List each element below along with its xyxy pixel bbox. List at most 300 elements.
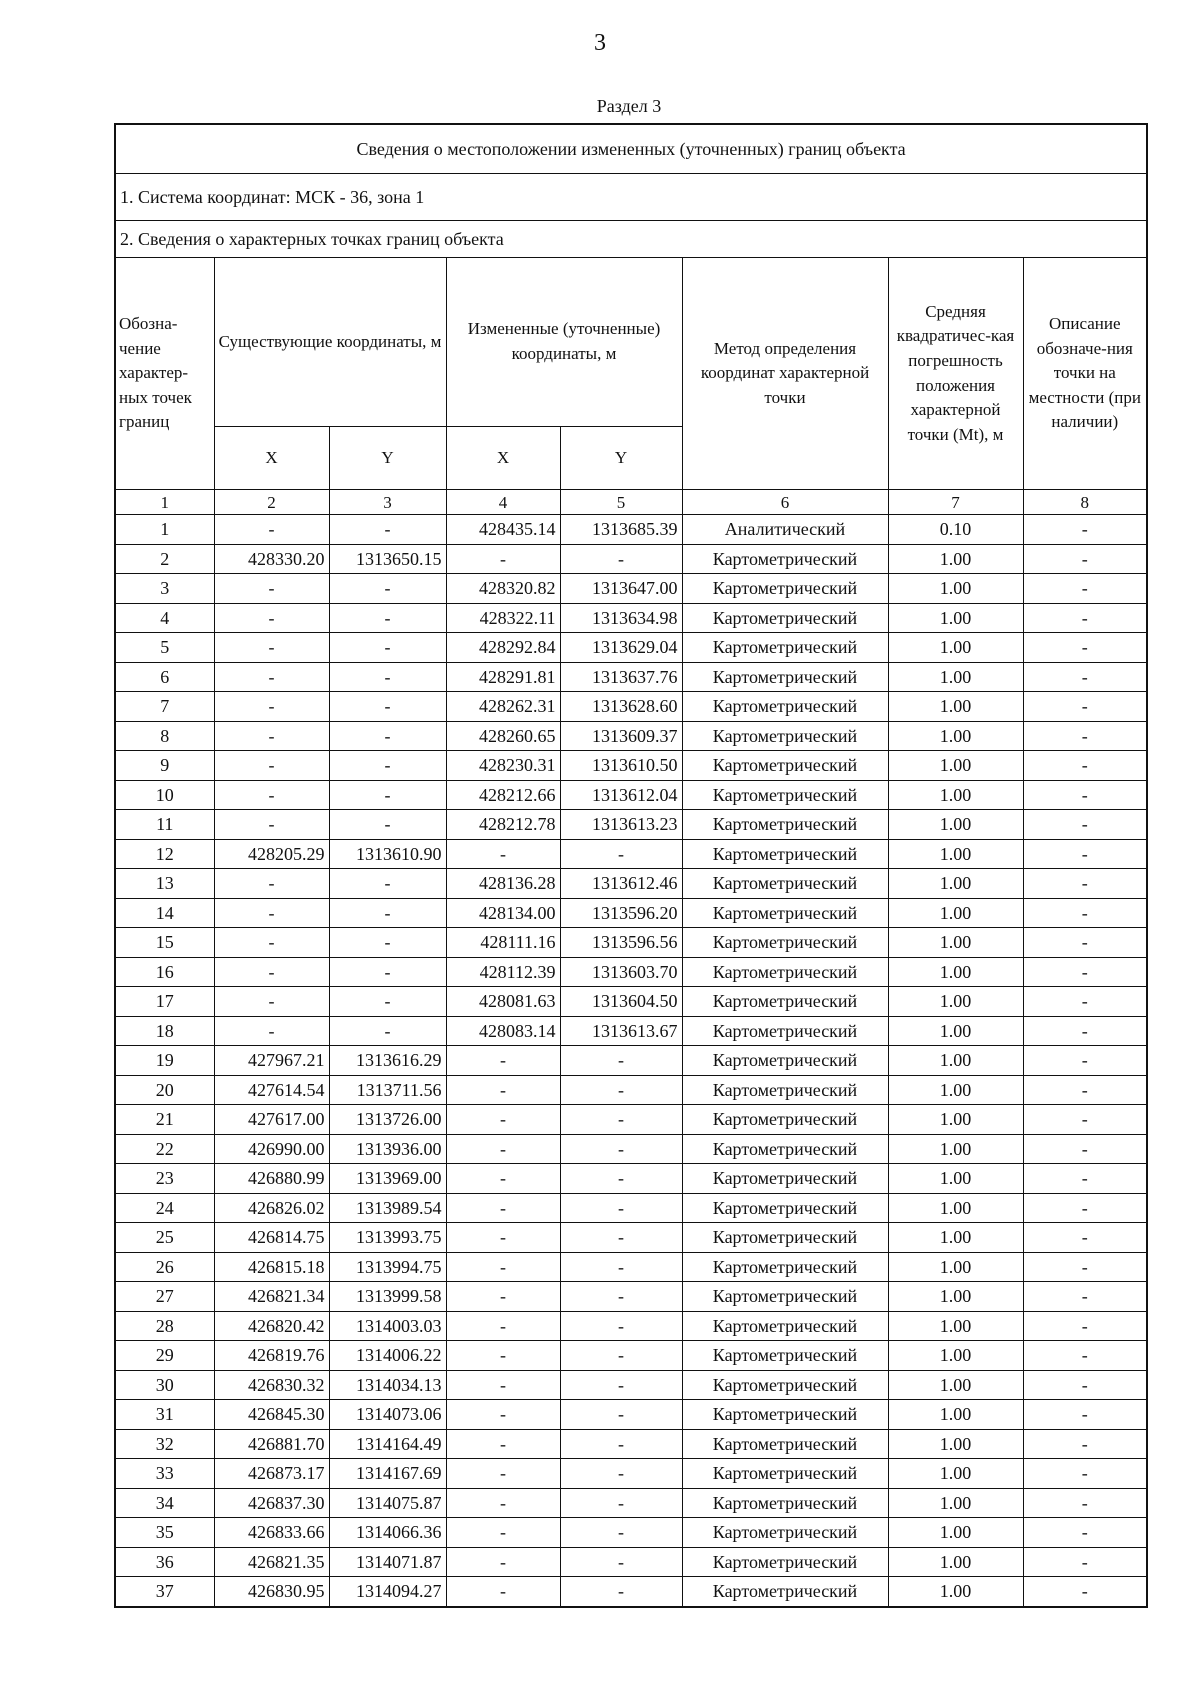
- cell-description: -: [1023, 721, 1147, 751]
- cell-changed-y: 1313596.56: [560, 928, 682, 958]
- table-row: [115, 1016, 1147, 1046]
- cell-description: -: [1023, 574, 1147, 604]
- cell-changed-y: -: [560, 1341, 682, 1371]
- cell-description: -: [1023, 1164, 1147, 1194]
- cell-existing-y: -: [329, 692, 446, 722]
- cell-method: Картометрический: [682, 751, 888, 781]
- cell-description: -: [1023, 662, 1147, 692]
- cell-point-number: 31: [115, 1400, 214, 1430]
- header-description: Описание обозначе-ния точки на местности (при наличии): [1023, 258, 1147, 490]
- cell-changed-x: 428134.00: [446, 898, 560, 928]
- cell-existing-y: 1313616.29: [329, 1046, 446, 1076]
- cell-method: Картометрический: [682, 574, 888, 604]
- table-row: [115, 780, 1147, 810]
- cell-description: -: [1023, 633, 1147, 663]
- cell-existing-y: -: [329, 987, 446, 1017]
- cell-changed-x: -: [446, 1341, 560, 1371]
- cell-existing-x: 426837.30: [214, 1488, 329, 1518]
- cell-point-number: 12: [115, 839, 214, 869]
- cell-changed-x: 428320.82: [446, 574, 560, 604]
- header-existing-y: Y: [329, 427, 446, 490]
- cell-existing-y: 1314034.13: [329, 1370, 446, 1400]
- cell-changed-y: 1313637.76: [560, 662, 682, 692]
- cell-mean-error: 1.00: [888, 780, 1023, 810]
- cell-existing-x: -: [214, 957, 329, 987]
- cell-mean-error: 1.00: [888, 1193, 1023, 1223]
- cell-description: -: [1023, 515, 1147, 545]
- cell-existing-y: 1313989.54: [329, 1193, 446, 1223]
- cell-method: Картометрический: [682, 1134, 888, 1164]
- cell-changed-y: -: [560, 1105, 682, 1135]
- cell-existing-x: 426830.95: [214, 1577, 329, 1607]
- cell-changed-y: 1313685.39: [560, 515, 682, 545]
- cell-changed-x: 428292.84: [446, 633, 560, 663]
- cell-changed-y: 1313596.20: [560, 898, 682, 928]
- cell-method: Картометрический: [682, 1577, 888, 1607]
- cell-changed-x: -: [446, 1459, 560, 1489]
- cell-point-number: 33: [115, 1459, 214, 1489]
- cell-changed-y: 1313613.67: [560, 1016, 682, 1046]
- coordinate-system: 1. Система координат: МСК - 36, зона 1: [115, 174, 1147, 221]
- cell-existing-y: -: [329, 1016, 446, 1046]
- table-row: [115, 1370, 1147, 1400]
- cell-existing-y: 1313993.75: [329, 1223, 446, 1253]
- cell-changed-x: -: [446, 544, 560, 574]
- cell-description: -: [1023, 1134, 1147, 1164]
- table-row: [115, 1223, 1147, 1253]
- cell-description: -: [1023, 1193, 1147, 1223]
- page-number: 3: [594, 30, 606, 56]
- cell-method: Картометрический: [682, 1488, 888, 1518]
- cell-existing-x: -: [214, 1016, 329, 1046]
- cell-description: -: [1023, 1400, 1147, 1430]
- header-existing-x: X: [214, 427, 329, 490]
- cell-method: Картометрический: [682, 1193, 888, 1223]
- cell-description: -: [1023, 928, 1147, 958]
- cell-changed-y: -: [560, 1547, 682, 1577]
- table-row: [115, 1311, 1147, 1341]
- table-row: [115, 810, 1147, 840]
- cell-changed-y: 1313628.60: [560, 692, 682, 722]
- cell-existing-y: -: [329, 633, 446, 663]
- section-title: Раздел 3: [596, 96, 662, 116]
- boundary-points-table: [114, 123, 1148, 1608]
- cell-changed-x: -: [446, 1488, 560, 1518]
- cell-existing-y: -: [329, 928, 446, 958]
- cell-mean-error: 1.00: [888, 1016, 1023, 1046]
- cell-point-number: 18: [115, 1016, 214, 1046]
- cell-mean-error: 1.00: [888, 544, 1023, 574]
- cell-existing-y: -: [329, 574, 446, 604]
- cell-existing-y: -: [329, 603, 446, 633]
- cell-changed-y: -: [560, 1164, 682, 1194]
- cell-method: Картометрический: [682, 721, 888, 751]
- cell-changed-y: 1313613.23: [560, 810, 682, 840]
- cell-point-number: 16: [115, 957, 214, 987]
- cell-point-number: 9: [115, 751, 214, 781]
- cell-existing-x: 426833.66: [214, 1518, 329, 1548]
- cell-changed-y: 1313612.04: [560, 780, 682, 810]
- cell-existing-x: -: [214, 574, 329, 604]
- cell-method: Картометрический: [682, 1282, 888, 1312]
- table-row: [115, 1193, 1147, 1223]
- cell-description: -: [1023, 898, 1147, 928]
- column-number: 4: [446, 490, 560, 515]
- cell-mean-error: 1.00: [888, 1547, 1023, 1577]
- cell-description: -: [1023, 1429, 1147, 1459]
- cell-mean-error: 1.00: [888, 721, 1023, 751]
- cell-method: Картометрический: [682, 662, 888, 692]
- cell-existing-x: -: [214, 780, 329, 810]
- cell-changed-y: -: [560, 1370, 682, 1400]
- column-number: 8: [1023, 490, 1147, 515]
- cell-mean-error: 1.00: [888, 1134, 1023, 1164]
- cell-existing-x: 426821.35: [214, 1547, 329, 1577]
- cell-changed-y: -: [560, 1223, 682, 1253]
- header-point-designation: Обозна-чение характер-ных точек границ: [115, 258, 214, 490]
- cell-changed-x: 428081.63: [446, 987, 560, 1017]
- cell-description: -: [1023, 1518, 1147, 1548]
- cell-description: -: [1023, 1577, 1147, 1607]
- cell-changed-x: 428262.31: [446, 692, 560, 722]
- table-row: [115, 957, 1147, 987]
- header-row-1: [115, 258, 1147, 427]
- cell-existing-y: -: [329, 898, 446, 928]
- cell-description: -: [1023, 544, 1147, 574]
- table-row: [115, 1429, 1147, 1459]
- cell-point-number: 3: [115, 574, 214, 604]
- cell-changed-y: -: [560, 1193, 682, 1223]
- header-existing-coordinates: Существующие координаты, м: [214, 258, 446, 427]
- cell-changed-x: 428435.14: [446, 515, 560, 545]
- cell-existing-x: 426821.34: [214, 1282, 329, 1312]
- table-row: [115, 1547, 1147, 1577]
- table-row: [115, 928, 1147, 958]
- cell-existing-x: -: [214, 515, 329, 545]
- cell-existing-x: -: [214, 603, 329, 633]
- cell-point-number: 32: [115, 1429, 214, 1459]
- cell-point-number: 19: [115, 1046, 214, 1076]
- cell-description: -: [1023, 780, 1147, 810]
- cell-existing-y: 1314164.49: [329, 1429, 446, 1459]
- cell-mean-error: 1.00: [888, 751, 1023, 781]
- cell-existing-x: 426826.02: [214, 1193, 329, 1223]
- cell-changed-y: 1313609.37: [560, 721, 682, 751]
- cell-mean-error: 1.00: [888, 1400, 1023, 1430]
- cell-point-number: 26: [115, 1252, 214, 1282]
- cell-changed-y: 1313634.98: [560, 603, 682, 633]
- cell-changed-x: -: [446, 1577, 560, 1607]
- table-row: [115, 603, 1147, 633]
- cell-method: Картометрический: [682, 544, 888, 574]
- cell-description: -: [1023, 1311, 1147, 1341]
- cell-existing-x: -: [214, 810, 329, 840]
- table-row: [115, 839, 1147, 869]
- cell-mean-error: 1.00: [888, 957, 1023, 987]
- cell-method: Картометрический: [682, 1400, 888, 1430]
- cell-mean-error: 1.00: [888, 574, 1023, 604]
- points-info: 2. Сведения о характерных точках границ объекта: [115, 221, 1147, 258]
- cell-existing-x: 427617.00: [214, 1105, 329, 1135]
- cell-changed-y: 1313647.00: [560, 574, 682, 604]
- cell-changed-y: -: [560, 1075, 682, 1105]
- cell-mean-error: 1.00: [888, 1429, 1023, 1459]
- cell-description: -: [1023, 1223, 1147, 1253]
- table-row: [115, 1488, 1147, 1518]
- cell-existing-x: 426873.17: [214, 1459, 329, 1489]
- cell-point-number: 4: [115, 603, 214, 633]
- table-row: [115, 1046, 1147, 1076]
- cell-point-number: 2: [115, 544, 214, 574]
- cell-changed-y: -: [560, 1252, 682, 1282]
- table-row: [115, 1282, 1147, 1312]
- cell-changed-x: 428112.39: [446, 957, 560, 987]
- cell-existing-y: 1313711.56: [329, 1075, 446, 1105]
- header-changed-y: Y: [560, 427, 682, 490]
- table-row: [115, 1400, 1147, 1430]
- cell-existing-x: 428330.20: [214, 544, 329, 574]
- cell-method: Картометрический: [682, 1252, 888, 1282]
- cell-changed-x: -: [446, 1400, 560, 1430]
- cell-method: Картометрический: [682, 1547, 888, 1577]
- cell-changed-y: -: [560, 839, 682, 869]
- cell-existing-y: 1313999.58: [329, 1282, 446, 1312]
- cell-changed-x: 428083.14: [446, 1016, 560, 1046]
- cell-existing-x: 426881.70: [214, 1429, 329, 1459]
- cell-existing-y: 1314006.22: [329, 1341, 446, 1371]
- cell-mean-error: 1.00: [888, 839, 1023, 869]
- cell-changed-y: -: [560, 1134, 682, 1164]
- cell-method: Картометрический: [682, 1429, 888, 1459]
- cell-changed-y: 1313629.04: [560, 633, 682, 663]
- cell-existing-x: -: [214, 869, 329, 899]
- cell-point-number: 37: [115, 1577, 214, 1607]
- cell-changed-x: -: [446, 1429, 560, 1459]
- cell-mean-error: 1.00: [888, 898, 1023, 928]
- cell-changed-y: -: [560, 1577, 682, 1607]
- table-row: [115, 1164, 1147, 1194]
- cell-mean-error: 1.00: [888, 810, 1023, 840]
- cell-description: -: [1023, 603, 1147, 633]
- cell-description: -: [1023, 1105, 1147, 1135]
- cell-point-number: 1: [115, 515, 214, 545]
- table-row: [115, 1075, 1147, 1105]
- cell-method: Картометрический: [682, 1016, 888, 1046]
- cell-method: Картометрический: [682, 987, 888, 1017]
- cell-existing-x: 428205.29: [214, 839, 329, 869]
- cell-changed-x: -: [446, 1370, 560, 1400]
- cell-description: -: [1023, 1459, 1147, 1489]
- cell-existing-y: 1314066.36: [329, 1518, 446, 1548]
- cell-method: Аналитический: [682, 515, 888, 545]
- cell-mean-error: 1.00: [888, 1282, 1023, 1312]
- cell-point-number: 35: [115, 1518, 214, 1548]
- cell-point-number: 13: [115, 869, 214, 899]
- cell-method: Картометрический: [682, 957, 888, 987]
- cell-changed-x: -: [446, 1547, 560, 1577]
- cell-mean-error: 1.00: [888, 1046, 1023, 1076]
- table-row: [115, 1577, 1147, 1607]
- cell-method: Картометрический: [682, 1370, 888, 1400]
- cell-point-number: 5: [115, 633, 214, 663]
- cell-changed-x: -: [446, 1046, 560, 1076]
- cell-existing-x: 426814.75: [214, 1223, 329, 1253]
- cell-mean-error: 1.00: [888, 1075, 1023, 1105]
- cell-mean-error: 1.00: [888, 987, 1023, 1017]
- cell-mean-error: 1.00: [888, 1105, 1023, 1135]
- cell-method: Картометрический: [682, 928, 888, 958]
- cell-point-number: 6: [115, 662, 214, 692]
- cell-existing-x: -: [214, 633, 329, 663]
- cell-existing-y: 1313969.00: [329, 1164, 446, 1194]
- cell-existing-y: 1314071.87: [329, 1547, 446, 1577]
- cell-description: -: [1023, 810, 1147, 840]
- cell-changed-x: 428291.81: [446, 662, 560, 692]
- table-row: [115, 662, 1147, 692]
- cell-existing-y: 1313994.75: [329, 1252, 446, 1282]
- cell-changed-y: -: [560, 1429, 682, 1459]
- cell-mean-error: 1.00: [888, 1518, 1023, 1548]
- cell-changed-x: -: [446, 1518, 560, 1548]
- cell-description: -: [1023, 1016, 1147, 1046]
- cell-changed-x: 428230.31: [446, 751, 560, 781]
- column-number: 5: [560, 490, 682, 515]
- cell-changed-y: -: [560, 1488, 682, 1518]
- table-row: [115, 987, 1147, 1017]
- cell-point-number: 11: [115, 810, 214, 840]
- cell-method: Картометрический: [682, 1223, 888, 1253]
- cell-existing-y: 1313650.15: [329, 544, 446, 574]
- cell-point-number: 36: [115, 1547, 214, 1577]
- cell-method: Картометрический: [682, 1105, 888, 1135]
- cell-changed-y: -: [560, 1282, 682, 1312]
- cell-mean-error: 1.00: [888, 1459, 1023, 1489]
- cell-changed-x: -: [446, 839, 560, 869]
- cell-changed-y: 1313612.46: [560, 869, 682, 899]
- cell-existing-x: -: [214, 987, 329, 1017]
- cell-method: Картометрический: [682, 1518, 888, 1548]
- cell-existing-y: 1313936.00: [329, 1134, 446, 1164]
- cell-existing-y: -: [329, 810, 446, 840]
- table-row: [115, 721, 1147, 751]
- cell-method: Картометрический: [682, 633, 888, 663]
- cell-mean-error: 1.00: [888, 633, 1023, 663]
- cell-point-number: 25: [115, 1223, 214, 1253]
- cell-method: Картометрический: [682, 603, 888, 633]
- cell-existing-x: -: [214, 928, 329, 958]
- cell-changed-y: 1313603.70: [560, 957, 682, 987]
- table-row: [115, 1459, 1147, 1489]
- cell-changed-x: 428212.66: [446, 780, 560, 810]
- cell-point-number: 27: [115, 1282, 214, 1312]
- cell-changed-y: -: [560, 1311, 682, 1341]
- cell-point-number: 22: [115, 1134, 214, 1164]
- cell-existing-y: -: [329, 662, 446, 692]
- cell-existing-x: 426845.30: [214, 1400, 329, 1430]
- cell-description: -: [1023, 1547, 1147, 1577]
- cell-method: Картометрический: [682, 898, 888, 928]
- cell-method: Картометрический: [682, 1046, 888, 1076]
- cell-changed-x: -: [446, 1282, 560, 1312]
- table-row: [115, 898, 1147, 928]
- table-row: [115, 751, 1147, 781]
- cell-method: Картометрический: [682, 1459, 888, 1489]
- cell-description: -: [1023, 1341, 1147, 1371]
- cell-existing-y: -: [329, 721, 446, 751]
- cell-point-number: 28: [115, 1311, 214, 1341]
- table-row: [115, 1252, 1147, 1282]
- cell-mean-error: 1.00: [888, 1252, 1023, 1282]
- cell-mean-error: 1.00: [888, 1341, 1023, 1371]
- table-row: [115, 869, 1147, 899]
- cell-mean-error: 1.00: [888, 1311, 1023, 1341]
- cell-description: -: [1023, 1370, 1147, 1400]
- cell-existing-x: 427967.21: [214, 1046, 329, 1076]
- cell-existing-x: 427614.54: [214, 1075, 329, 1105]
- cell-method: Картометрический: [682, 780, 888, 810]
- table-caption: Сведения о местоположении измененных (уточненных) границ объекта: [115, 124, 1147, 174]
- column-number: 3: [329, 490, 446, 515]
- cell-point-number: 29: [115, 1341, 214, 1371]
- cell-mean-error: 1.00: [888, 1577, 1023, 1607]
- cell-existing-x: -: [214, 692, 329, 722]
- cell-mean-error: 1.00: [888, 692, 1023, 722]
- cell-changed-x: -: [446, 1193, 560, 1223]
- cell-changed-x: 428136.28: [446, 869, 560, 899]
- cell-mean-error: 1.00: [888, 662, 1023, 692]
- cell-changed-x: 428322.11: [446, 603, 560, 633]
- cell-mean-error: 1.00: [888, 603, 1023, 633]
- cell-existing-y: 1314094.27: [329, 1577, 446, 1607]
- cell-mean-error: 1.00: [888, 1223, 1023, 1253]
- cell-point-number: 8: [115, 721, 214, 751]
- cell-existing-x: 426830.32: [214, 1370, 329, 1400]
- cell-mean-error: 0.10: [888, 515, 1023, 545]
- cell-existing-x: 426815.18: [214, 1252, 329, 1282]
- table-row: [115, 544, 1147, 574]
- cell-changed-y: -: [560, 1400, 682, 1430]
- cell-point-number: 24: [115, 1193, 214, 1223]
- cell-description: -: [1023, 1046, 1147, 1076]
- cell-existing-x: -: [214, 721, 329, 751]
- cell-method: Картометрический: [682, 1311, 888, 1341]
- cell-existing-x: -: [214, 751, 329, 781]
- cell-description: -: [1023, 957, 1147, 987]
- cell-existing-y: 1313726.00: [329, 1105, 446, 1135]
- cell-point-number: 30: [115, 1370, 214, 1400]
- cell-method: Картометрический: [682, 1075, 888, 1105]
- table-body: [115, 124, 1147, 1607]
- table-row: [115, 1341, 1147, 1371]
- cell-changed-y: -: [560, 1518, 682, 1548]
- table-row: [115, 1518, 1147, 1548]
- cell-method: Картометрический: [682, 1164, 888, 1194]
- cell-existing-x: -: [214, 898, 329, 928]
- cell-method: Картометрический: [682, 869, 888, 899]
- cell-existing-y: 1314075.87: [329, 1488, 446, 1518]
- cell-changed-x: -: [446, 1105, 560, 1135]
- cell-mean-error: 1.00: [888, 928, 1023, 958]
- cell-description: -: [1023, 987, 1147, 1017]
- cell-mean-error: 1.00: [888, 1164, 1023, 1194]
- cell-changed-y: -: [560, 544, 682, 574]
- cell-mean-error: 1.00: [888, 869, 1023, 899]
- cell-existing-x: 426819.76: [214, 1341, 329, 1371]
- cell-changed-x: -: [446, 1075, 560, 1105]
- cell-existing-y: -: [329, 869, 446, 899]
- caption-row: [115, 124, 1147, 174]
- cell-existing-y: -: [329, 515, 446, 545]
